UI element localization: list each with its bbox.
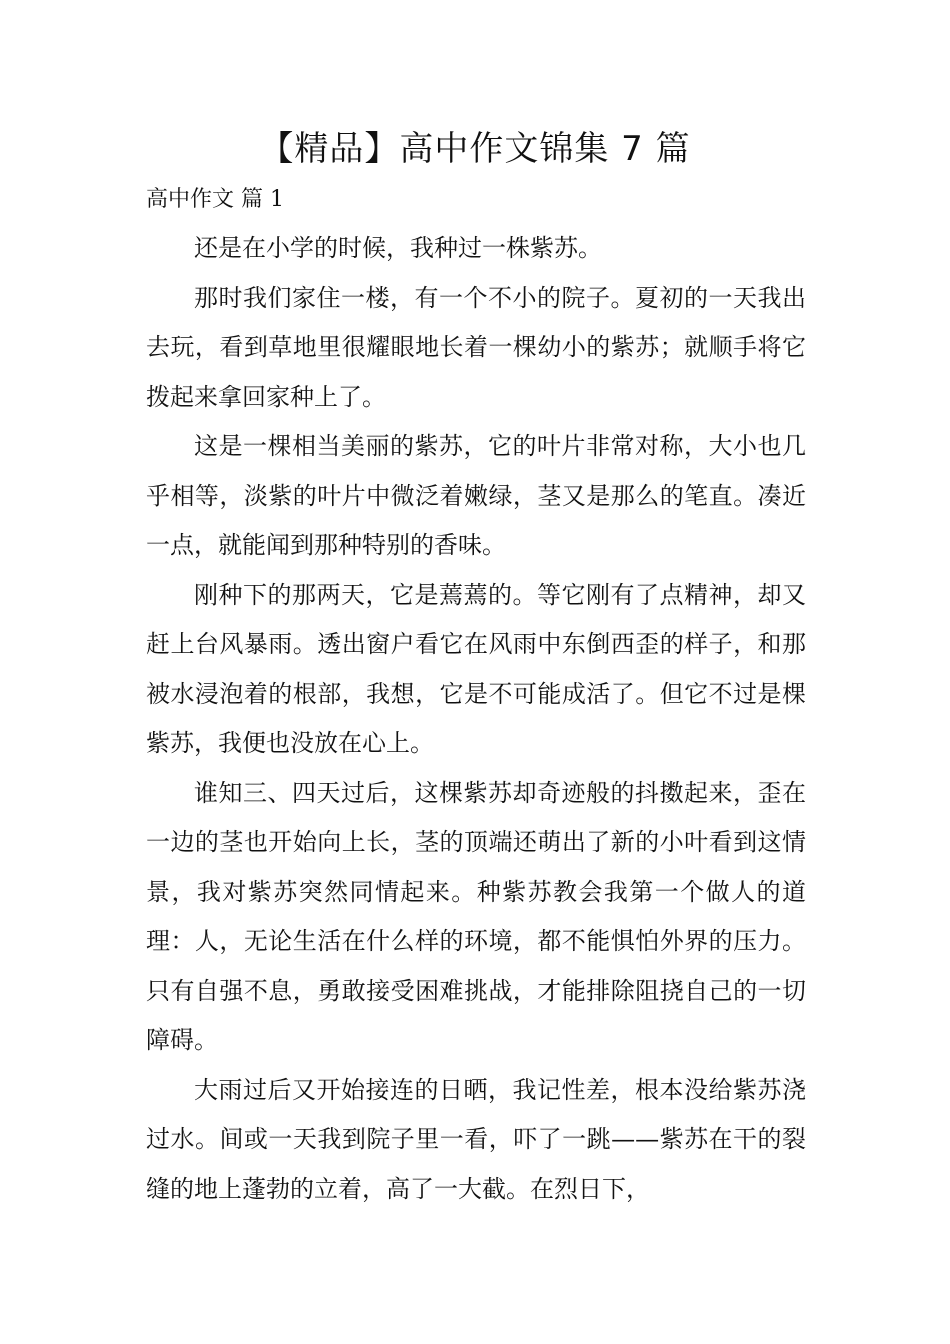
document-title: 【精品】高中作文锦集 7 篇 bbox=[259, 129, 691, 169]
paragraph-2: 那时我们家住一楼，有一个不小的院子。夏初的一天我出去玩，看到草地里很耀眼地长着一棵幼小的紫苏；就顺手将它拨起来拿回家种上了。 bbox=[146, 283, 806, 411]
paragraph-5: 谁知三、四天过后，这棵紫苏却奇迹般的抖擞起来，歪在一边的茎也开始向上长，茎的顶端还萌出了新的小叶看到这情景，我对紫苏突然同情起来。种紫苏教会我第一个做人的道理：人，无论生活在什么样的环境，都不能惧怕外界的压力。只有自强不息，勇敢接受困难挑战，才能排除阻挠自己的一切障碍。 bbox=[146, 778, 806, 1054]
section-heading: 高中作文 篇 1 bbox=[146, 187, 284, 212]
paragraph-6: 大雨过后又开始接连的日晒，我记性差，根本没给紫苏浇过水。间或一天我到院子里一看，吓了一跳——紫苏在干的裂缝的地上蓬勃的立着，高了一大截。在烈日下， bbox=[146, 1075, 806, 1203]
paragraph-4: 刚种下的那两天，它是蔫蔫的。等它刚有了点精神，却又赶上台风暴雨。透出窗户看它在风雨中东倒西歪的样子，和那被水浸泡着的根部，我想，它是不可能成活了。但它不过是棵紫苏，我便也没放在心上。 bbox=[146, 580, 806, 757]
essay-body bbox=[146, 224, 806, 1214]
paragraph-1: 还是在小学的时候，我种过一株紫苏。 bbox=[194, 234, 602, 262]
paragraph-3: 这是一棵相当美丽的紫苏，它的叶片非常对称，大小也几乎相等，淡紫的叶片中微泛着嫩绿，茎又是那么的笔直。凑近一点，就能闻到那种特别的香味。 bbox=[146, 432, 806, 559]
